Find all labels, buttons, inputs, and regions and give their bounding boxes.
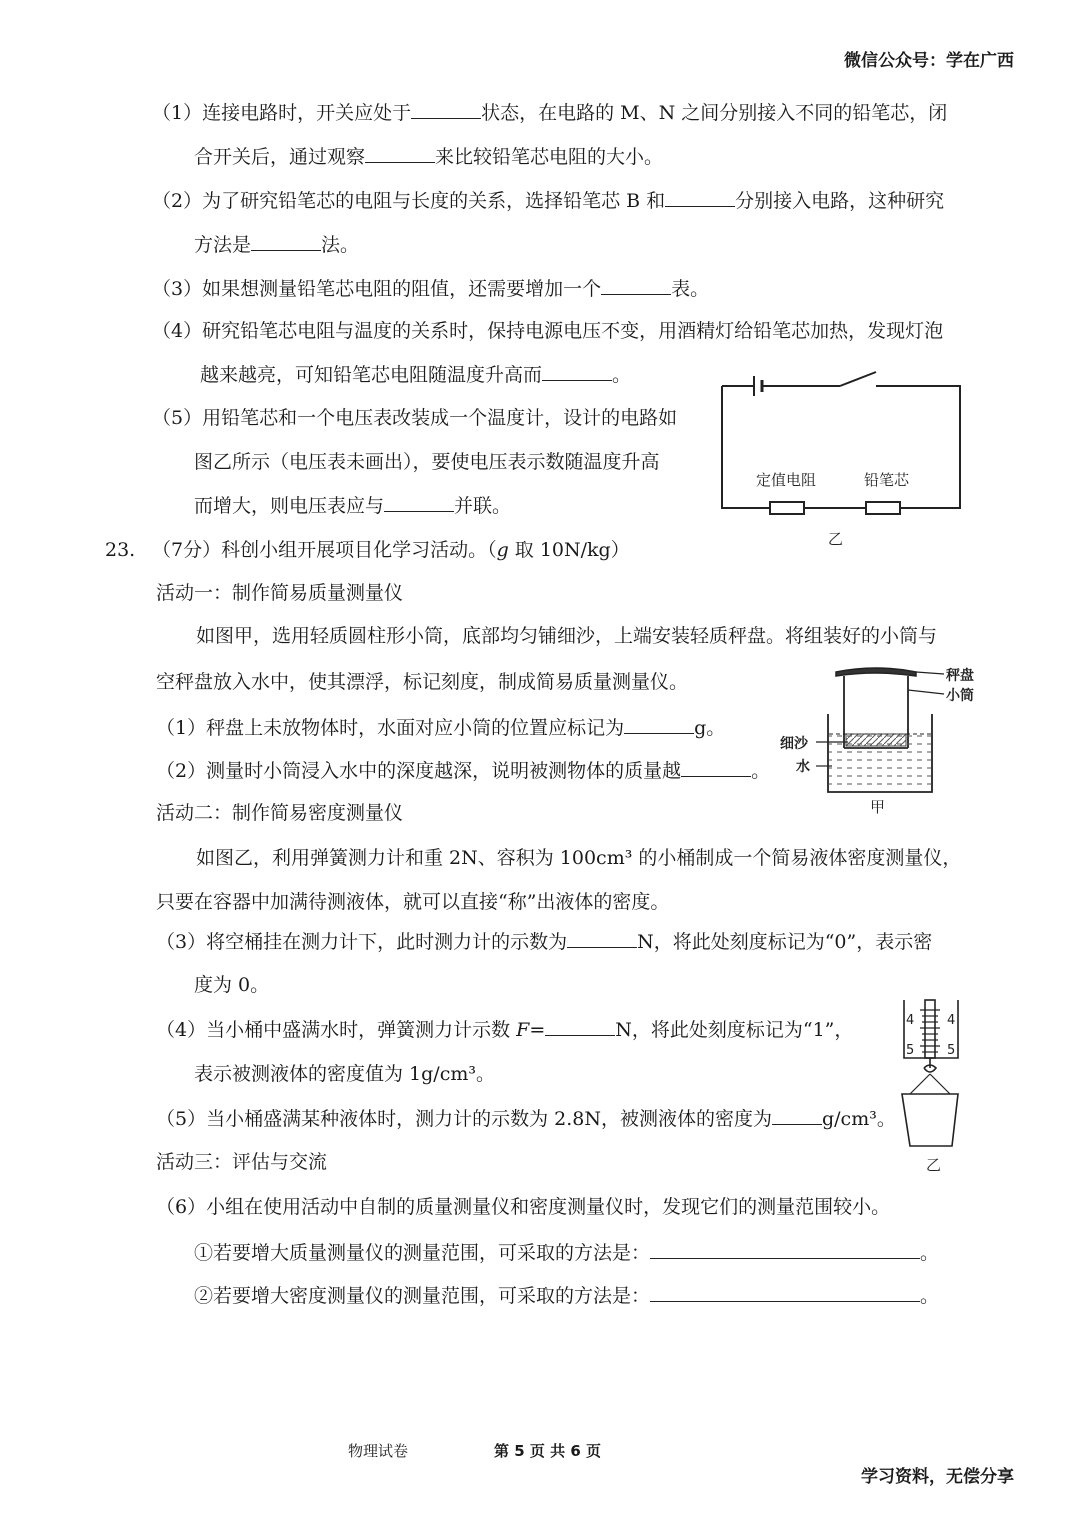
q22-part3 xyxy=(152,276,709,301)
q23-intro-post: 取 10N/kg） xyxy=(508,539,630,561)
answer-blank[interactable] xyxy=(624,715,694,734)
answer-blank[interactable] xyxy=(665,188,735,207)
q22-part5-line1: （5）用铅笔芯和一个电压表改装成一个温度计，设计的电路如 xyxy=(152,407,678,429)
answer-blank[interactable] xyxy=(542,362,612,381)
q23-part1-post: g。 xyxy=(694,717,726,739)
answer-blank[interactable] xyxy=(545,1017,615,1036)
activity2-para2: 只要在容器中加满待测液体，就可以直接“称”出液体的密度。 xyxy=(156,891,670,913)
q23-part5-post: g/cm³。 xyxy=(821,1108,896,1130)
q22-part2-line1-post: 分别接入电路，这种研究 xyxy=(735,190,945,212)
q23-part5 xyxy=(156,1106,896,1131)
label-pencil-lead: 铅笔芯 xyxy=(864,471,910,489)
q22-part1-line2-post: 来比较铅笔芯电阻的大小。 xyxy=(435,146,664,168)
q23-part6-item2-post: 。 xyxy=(920,1285,940,1307)
q23-part6-item1-post: 。 xyxy=(920,1242,940,1264)
q22-part3-pre: （3）如果想测量铅笔芯电阻的阻值，还需要增加一个 xyxy=(152,278,602,300)
q23-part4-line1-pre: （4）当小桶中盛满水时，弹簧测力计示数 xyxy=(156,1019,517,1041)
q23-part2-post: 。 xyxy=(751,760,771,782)
answer-blank[interactable] xyxy=(567,929,637,948)
activity1-para1: 如图甲，选用轻质圆柱形小筒，底部均匀铺细沙，上端安装轻质秤盘。将组装好的小筒与 xyxy=(196,625,938,647)
fixed-resistor-symbol xyxy=(770,502,804,514)
bucket xyxy=(902,1094,958,1146)
q22-part2-line1 xyxy=(152,188,944,213)
q22-part1-line2 xyxy=(194,144,663,169)
q23-part2-pre: （2）测量时小筒浸入水中的深度越深，说明被测物体的质量越 xyxy=(156,760,682,782)
q23-part1 xyxy=(156,715,725,740)
q23-part3-line1-post: N，将此处刻度标记为“0”，表示密 xyxy=(637,931,933,953)
pencil-lead-symbol xyxy=(866,502,900,514)
activity3-title: 活动三：评估与交流 xyxy=(156,1151,328,1173)
q23-part4-line1-post: N，将此处刻度标记为“1”， xyxy=(615,1019,854,1041)
spring-scale-figure xyxy=(892,996,972,1174)
label-sand: 细沙 xyxy=(780,736,808,752)
q22-part2-line1-pre: （2）为了研究铅笔芯的电阻与长度的关系，选择铅笔芯 B 和 xyxy=(152,190,666,212)
scale-pan xyxy=(836,668,916,676)
footer-page-info: 第 5 页 共 6 页 xyxy=(494,1442,601,1460)
q22-part5-line3-post: 并联。 xyxy=(454,495,512,517)
activity2-title: 活动二：制作简易密度测量仪 xyxy=(156,802,404,824)
answer-blank[interactable] xyxy=(411,100,481,119)
q23-intro-pre: （7分）科创小组开展项目化学习活动。（ xyxy=(152,539,497,561)
activity1-para2: 空秤盘放入水中，使其漂浮，标记刻度，制成简易质量测量仪。 xyxy=(156,671,689,693)
q22-part1-line2-pre: 合开关后，通过观察 xyxy=(194,146,366,168)
q23-part3-line2: 度为 0。 xyxy=(194,974,270,996)
answer-blank[interactable] xyxy=(601,276,671,295)
tick-label-4-left: 4 xyxy=(906,1013,915,1028)
activity2-para1: 如图乙，利用弹簧测力计和重 2N、容积为 100cm³ 的小桶制成一个简易液体密度测量仪， xyxy=(196,847,962,869)
circuit-diagram xyxy=(710,368,970,550)
equals-sign: = xyxy=(529,1019,546,1041)
circuit-caption: 乙 xyxy=(828,530,844,548)
label-water: 水 xyxy=(796,759,810,775)
tick-label-5-left: 5 xyxy=(906,1043,915,1058)
answer-blank[interactable] xyxy=(251,232,321,251)
q22-part4-line1: （4）研究铅笔芯电阻与温度的关系时，保持电源电压不变，用酒精灯给铅笔芯加热，发现灯泡 xyxy=(152,320,944,342)
q23-part6-item2 xyxy=(194,1283,939,1308)
figure-caption-yi: 乙 xyxy=(926,1156,942,1174)
answer-blank[interactable] xyxy=(365,144,435,163)
q22-part3-post: 表。 xyxy=(671,278,710,300)
q22-part4-line2-pre: 越来越亮，可知铅笔芯电阻随温度升高而 xyxy=(200,364,543,386)
q23-part6-item1 xyxy=(194,1240,939,1265)
q22-part2-line2-pre: 方法是 xyxy=(194,234,252,256)
leader-pan xyxy=(916,672,944,674)
q23-intro xyxy=(152,538,630,562)
label-pan: 秤盘 xyxy=(946,668,974,684)
label-fixed-resistor: 定值电阻 xyxy=(756,471,817,489)
switch-lever xyxy=(840,372,876,386)
watermark-bottom: 学习资料，无偿分享 xyxy=(861,1467,1014,1487)
q23-part1-pre: （1）秤盘上未放物体时，水面对应小筒的位置应标记为 xyxy=(156,717,625,739)
tick-label-5-right: 5 xyxy=(947,1043,956,1058)
answer-blank[interactable] xyxy=(384,493,454,512)
q23-part2 xyxy=(156,758,770,783)
tick-label-4-right: 4 xyxy=(947,1013,956,1028)
q22-part5-line3 xyxy=(194,493,511,518)
q22-part4-line2-post: 。 xyxy=(612,364,632,386)
q22-part2-line2-post: 法。 xyxy=(321,234,360,256)
label-tube: 小筒 xyxy=(946,688,974,704)
q22-part4-line2 xyxy=(200,362,631,387)
q22-part2-line2 xyxy=(194,232,359,257)
bucket-handle xyxy=(910,1074,950,1094)
answer-blank[interactable] xyxy=(650,1240,920,1259)
q23-part3-line1-pre: （3）将空桶挂在测力计下，此时测力计的示数为 xyxy=(156,931,568,953)
q23-part5-pre: （5）当小桶盛满某种液体时，测力计的示数为 2.8N，被测液体的密度为 xyxy=(156,1108,772,1130)
answer-blank[interactable] xyxy=(772,1106,822,1125)
answer-blank[interactable] xyxy=(650,1283,920,1302)
q23-part6: （6）小组在使用活动中自制的质量测量仪和密度测量仪时，发现它们的测量范围较小。 xyxy=(156,1196,891,1218)
spring-scale-rod xyxy=(925,1000,935,1058)
answer-blank[interactable] xyxy=(681,758,751,777)
force-symbol: F xyxy=(516,1019,530,1041)
q22-part1-line1-pre: （1）连接电路时，开关应处于 xyxy=(152,102,412,124)
q22-part5-line3-pre: 而增大，则电压表应与 xyxy=(194,495,385,517)
q22-part1-line1-post: 状态，在电路的 M、N 之间分别接入不同的铅笔芯，闭 xyxy=(481,102,948,124)
q23-intro-g: g xyxy=(496,539,509,561)
q23-part3-line1 xyxy=(156,929,932,954)
q23-number: 23. xyxy=(105,539,136,561)
activity1-title: 活动一：制作简易质量测量仪 xyxy=(156,582,404,604)
watermark-top: 微信公众号：学在广西 xyxy=(844,51,1014,71)
q22-part5-line2: 图乙所示（电压表未画出），要使电压表示数随温度升高 xyxy=(194,451,660,473)
q23-part4-line1 xyxy=(156,1017,853,1042)
circuit-wire xyxy=(876,386,960,508)
q22-part1-line1 xyxy=(152,100,947,125)
mass-scale-figure xyxy=(776,660,980,820)
q23-part6-item1-pre: ①若要增大质量测量仪的测量范围，可采取的方法是： xyxy=(194,1242,651,1264)
scale-ticks xyxy=(920,1010,940,1052)
circuit-wire xyxy=(722,386,770,508)
footer-subject: 物理试卷 xyxy=(348,1442,409,1460)
leader-tube xyxy=(908,690,944,694)
figure-caption-jia: 甲 xyxy=(870,798,886,816)
q23-part4-line2: 表示被测液体的密度值为 1g/cm³。 xyxy=(194,1063,495,1085)
q23-part6-item2-pre: ②若要增大密度测量仪的测量范围，可采取的方法是： xyxy=(194,1285,651,1307)
